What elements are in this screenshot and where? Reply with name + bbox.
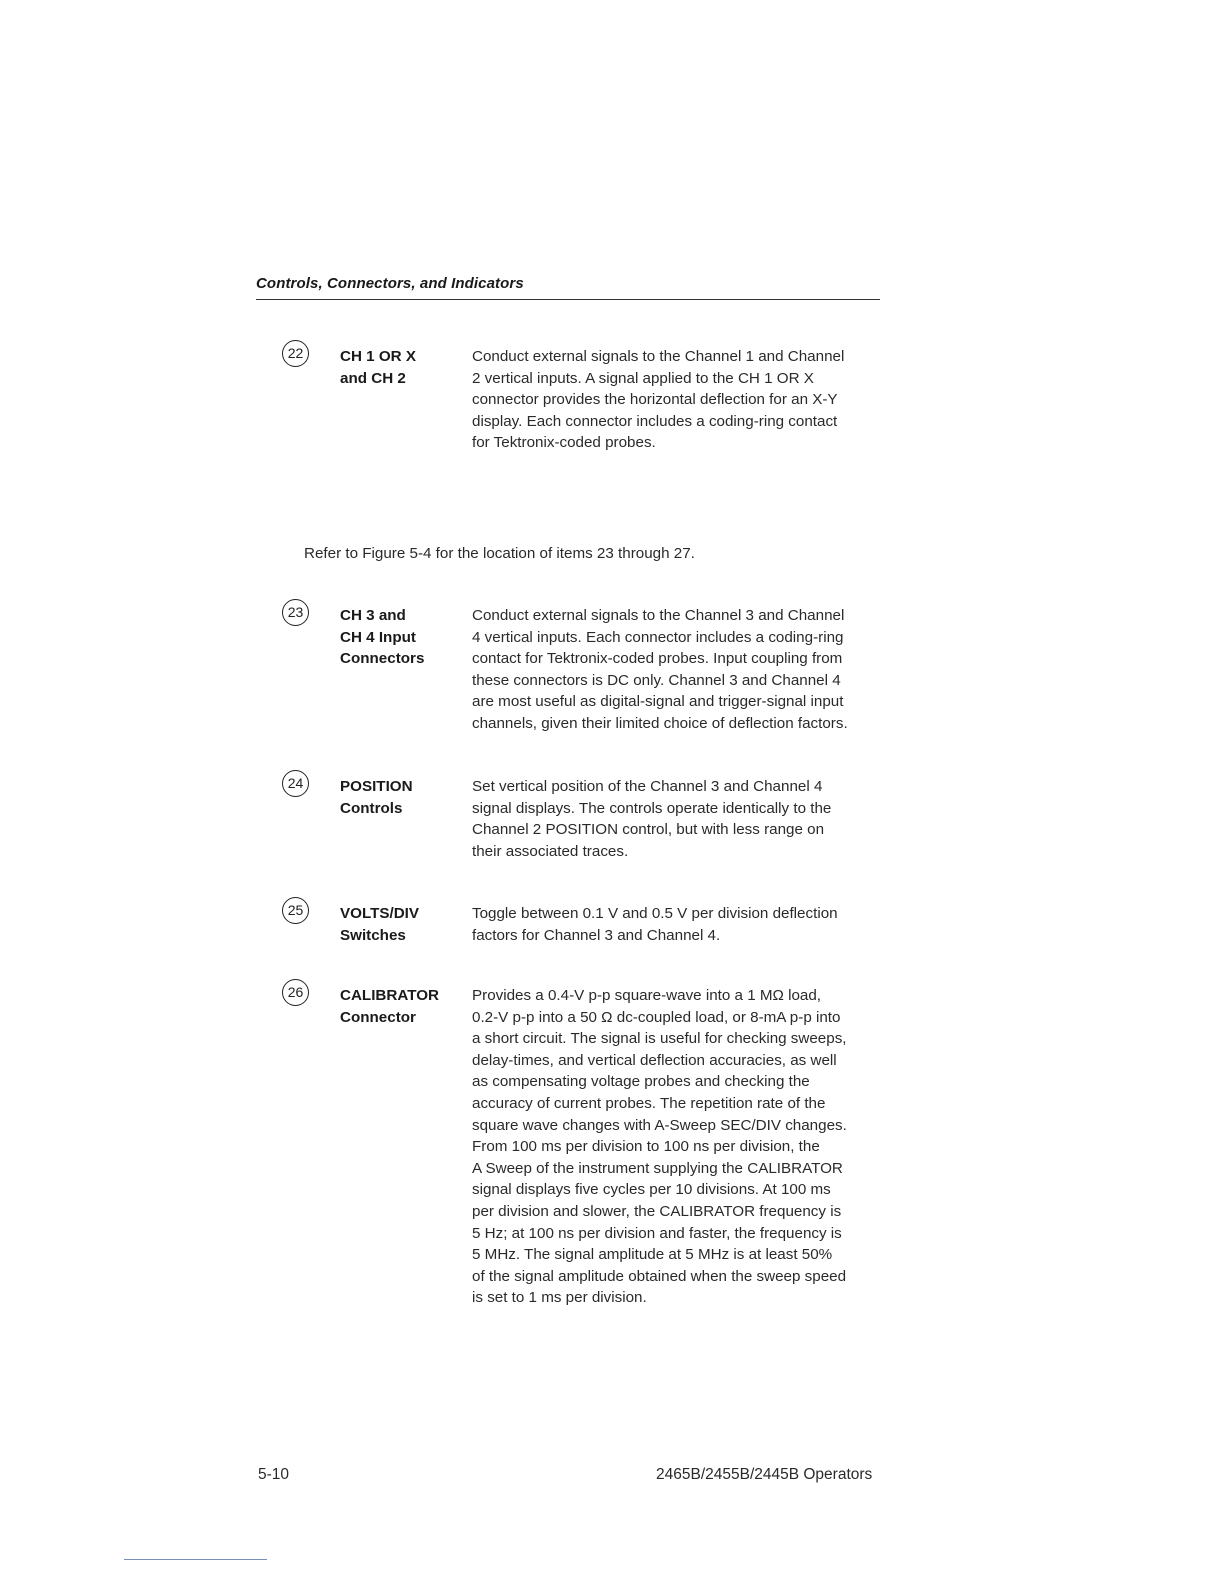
footer-manual-title: 2465B/2455B/2445B Operators <box>656 1466 873 1483</box>
desc-line: Conduct external signals to the Channel 3 and Channel <box>472 607 845 624</box>
term-line: CH 1 OR X <box>340 348 416 365</box>
desc-line: Provides a 0.4-V p-p square-wave into a 1 MΩ load, <box>472 987 822 1004</box>
term-line: Controls <box>340 799 403 817</box>
desc-line: per division and slower, the CALIBRATOR frequency is <box>472 1202 842 1220</box>
entry-term <box>340 605 470 670</box>
desc-line: 0.2-V p-p into a 50 Ω dc-coupled load, or 8-mA p-p into <box>472 1008 841 1026</box>
term-line: and CH 2 <box>340 369 406 387</box>
desc-line: Set vertical position of the Channel 3 and Channel 4 <box>472 778 823 795</box>
entry-description <box>472 776 882 862</box>
entry-term <box>340 903 470 946</box>
entry-term <box>340 346 470 389</box>
entry-description <box>472 985 882 1309</box>
desc-line: display. Each connector includes a coding-ring contact <box>472 412 838 430</box>
desc-line: these connectors is DC only. Channel 3 and Channel 4 <box>472 671 841 689</box>
footer-page-number: 5-10 <box>258 1466 290 1483</box>
desc-line: A Sweep of the instrument supplying the CALIBRATOR <box>472 1159 843 1177</box>
term-line: Connectors <box>340 650 425 668</box>
item-number-badge: 22 <box>282 340 309 367</box>
desc-line: channels, given their limited choice of deflection factors. <box>472 714 848 732</box>
item-number-badge: 26 <box>282 979 309 1006</box>
entry-description <box>472 605 882 735</box>
term-line: CH 3 and <box>340 607 406 624</box>
item-number-badge: 25 <box>282 897 309 924</box>
desc-line: delay-times, and vertical deflection accuracies, as well <box>472 1051 837 1069</box>
desc-line: accuracy of current probes. The repetition rate of the <box>472 1094 826 1112</box>
term-line: CALIBRATOR <box>340 987 439 1004</box>
desc-line: of the signal amplitude obtained when the sweep speed <box>472 1267 847 1285</box>
term-line: CH 4 Input <box>340 628 416 646</box>
item-number-badge: 24 <box>282 770 309 797</box>
term-line: Connector <box>340 1008 416 1026</box>
entry-term <box>340 776 470 819</box>
desc-line: a short circuit. The signal is useful for checking sweeps, <box>472 1030 847 1048</box>
desc-line: Channel 2 POSITION control, but with less range on <box>472 821 825 839</box>
desc-line: Conduct external signals to the Channel 1 and Channel <box>472 348 845 365</box>
desc-line: are most useful as digital-signal and trigger-signal input <box>472 693 844 711</box>
entry-term <box>340 985 470 1028</box>
desc-line: as compensating voltage probes and checking the <box>472 1073 810 1091</box>
page-header-title: Controls, Connectors, and Indicators <box>256 275 524 292</box>
desc-line: From 100 ms per division to 100 ns per division, the <box>472 1138 820 1156</box>
desc-line: is set to 1 ms per division. <box>472 1289 647 1307</box>
desc-line: factors for Channel 3 and Channel 4. <box>472 926 721 944</box>
desc-line: square wave changes with A-Sweep SEC/DIV changes. <box>472 1116 847 1134</box>
desc-line: their associated traces. <box>472 842 629 860</box>
desc-line: 4 vertical inputs. Each connector includes a coding-ring <box>472 628 844 646</box>
desc-line: connector provides the horizontal deflection for an X-Y <box>472 391 838 409</box>
term-line: Switches <box>340 926 406 944</box>
desc-line: 2 vertical inputs. A signal applied to the CH 1 OR X <box>472 369 814 387</box>
entry-description <box>472 903 882 946</box>
desc-line: Toggle between 0.1 V and 0.5 V per division deflection <box>472 905 838 922</box>
desc-line: 5 Hz; at 100 ns per division and faster, the frequency is <box>472 1224 842 1242</box>
item-number-badge: 23 <box>282 599 309 626</box>
bottom-divider <box>124 1559 267 1560</box>
desc-line: for Tektronix-coded probes. <box>472 434 656 452</box>
desc-line: contact for Tektronix-coded probes. Input coupling from <box>472 650 843 668</box>
refer-figure-note: Refer to Figure 5-4 for the location of items 23 through 27. <box>304 545 695 562</box>
header-rule <box>256 299 880 300</box>
desc-line: 5 MHz. The signal amplitude at 5 MHz is at least 50% <box>472 1246 833 1264</box>
term-line: POSITION <box>340 778 413 795</box>
desc-line: signal displays. The controls operate identically to the <box>472 799 832 817</box>
desc-line: signal displays five cycles per 10 divisions. At 100 ms <box>472 1181 831 1199</box>
entry-description <box>472 346 882 454</box>
term-line: VOLTS/DIV <box>340 905 420 922</box>
